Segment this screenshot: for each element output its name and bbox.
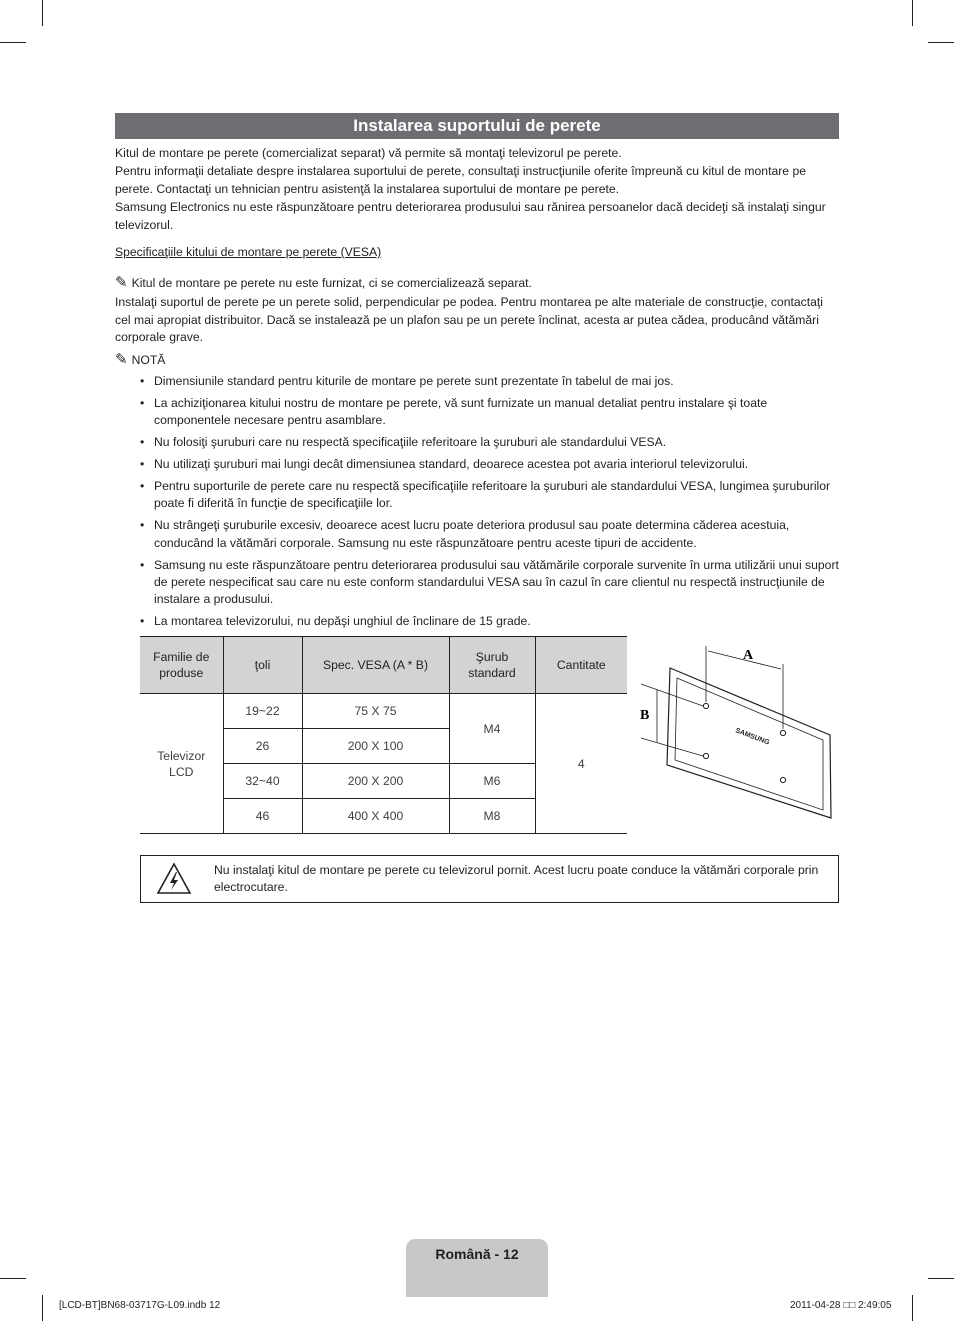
intro-paragraph-3: Samsung Electronics nu este răspunzătoare pentru deteriorarea produsului sau rănirea persoanelor dacă decideţi să instalaţi singur televizorul. <box>115 200 826 232</box>
intro-paragraph-1: Kitul de montare pe perete (comercializat separat) vă permite să montaţi televizorul pe perete. <box>115 146 622 160</box>
section-title: Instalarea suportului de perete <box>115 113 839 139</box>
warning-box <box>140 855 839 903</box>
list-item: • Nu utilizaţi şuruburi mai lungi decât dimensiunea standard, deoarece acestea pot avaria interiorul televizorului. <box>140 456 840 473</box>
list-item: • Samsung nu este răspunzătoare pentru deteriorarea produsului sau vătămările corporale survenite în urma utilizării unui suport de perete nespecificat sau care nu este conform standardului VESA sau în cazul în care clientul nu respectă instrucţiunile de instalare a produsului. <box>140 557 840 609</box>
vesa-spec-heading: Specificaţiile kitului de montare pe perete (VESA) <box>115 245 382 259</box>
crop-mark <box>928 1278 954 1279</box>
screw-hole <box>703 753 708 758</box>
crop-mark <box>42 1295 43 1321</box>
tv-panel-outline <box>667 668 831 818</box>
cell-size: 19~22 <box>223 694 302 729</box>
list-item: • Nu strângeţi şuruburile excesiv, deoarece acest lucru poate deteriora produsul sau poate determina căderea acestuia, conducând la vătămări corporale. Samsung nu este răspunzătoare pentru aceste tipuri de accidente. <box>140 517 840 551</box>
label-a: A <box>743 648 754 663</box>
label-b: B <box>640 708 650 723</box>
vesa-spec-table <box>140 636 627 834</box>
warning-text: Nu instalaţi kitul de montare pe perete cu televizorul pornit. Acest lucru poate conduce la vătămări corporale prin electrocutare. <box>214 863 819 894</box>
crop-mark <box>0 1278 26 1279</box>
cell-family: Televizor LCD <box>140 694 223 834</box>
cell-quantity: 4 <box>535 694 627 834</box>
cell-screw: M4 <box>449 694 535 764</box>
cell-vesa: 75 X 75 <box>302 694 449 729</box>
intro-paragraph-2: Pentru informaţii detaliate despre instalarea suportului de perete, consultaţi instrucţiunile oferite împreună cu kitul de montare pe perete. Contactaţi un tehnician pentru asistenţă la instalarea suportului de montare pe perete. <box>115 164 807 196</box>
header-standard-screw: Şurub standard <box>449 637 535 694</box>
install-paragraph: Instalaţi suportul de perete pe un perete solid, perpendicular pe podea. Pentru montarea pe alte materiale de construcţie, contactaţi cel mai apropiat distribuitor. Dacă se instalează pe un plafon sau pe un perete înclinat, acesta ar putea cădea, producând vătămări corporale grave. <box>115 295 823 344</box>
list-item: • La montarea televizorului, nu depăşi unghiul de înclinare de 15 grade. <box>140 613 840 630</box>
cell-screw: M6 <box>449 764 535 799</box>
list-item: • Nu folosiţi şuruburi care nu respectă specificaţiile referitoare la şuruburi ale standardului VESA. <box>140 434 840 451</box>
footer-file-name: [LCD-BT]BN68-03717G-L09.indb 12 <box>59 1300 221 1311</box>
screw-hole <box>780 730 785 735</box>
cell-size: 32~40 <box>223 764 302 799</box>
notes-list <box>140 373 840 635</box>
electric-shock-warning-icon <box>155 861 193 897</box>
note-label: NOTĂ <box>131 353 166 367</box>
cell-screw: M8 <box>449 799 535 834</box>
cell-size: 46 <box>223 799 302 834</box>
crop-mark <box>912 1295 913 1321</box>
crop-mark <box>928 42 954 43</box>
list-item: • La achiziţionarea kitului nostru de montare pe perete, vă sunt furnizate un manual detaliat pentru instalare şi toate componentele necesare pentru asamblare. <box>140 395 840 429</box>
note-pencil-icon: ✎ <box>115 351 128 368</box>
brand-logo: SAMSUNG <box>734 727 771 747</box>
header-vesa-spec: Spec. VESA (A * B) <box>302 637 449 694</box>
kit-note <box>115 274 532 292</box>
crop-mark <box>0 42 26 43</box>
screw-hole <box>703 703 708 708</box>
page-number-tab: Română - 12 <box>406 1239 548 1297</box>
table-header-row <box>140 637 627 694</box>
tv-back-diagram <box>635 640 835 820</box>
cell-vesa: 200 X 200 <box>302 764 449 799</box>
cell-size: 26 <box>223 729 302 764</box>
table-row <box>140 694 627 729</box>
cell-vesa: 400 X 400 <box>302 799 449 834</box>
kit-note-text: Kitul de montare pe perete nu este furnizat, ci se comercializează separat. <box>131 276 532 290</box>
list-item: • Dimensiunile standard pentru kiturile de montare pe perete sunt prezentate în tabelul de mai jos. <box>140 373 840 390</box>
note-heading <box>115 351 165 369</box>
list-item: • Pentru suporturile de perete care nu respectă specificaţiile referitoare la şuruburi ale standardului VESA, lungimea şuruburilor poate fi diferită în funcţie de specificaţiile lor. <box>140 478 840 512</box>
header-quantity: Cantitate <box>535 637 627 694</box>
cell-vesa: 200 X 100 <box>302 729 449 764</box>
crop-mark <box>42 0 43 26</box>
crop-mark <box>912 0 913 26</box>
screw-hole <box>780 777 785 782</box>
header-product-family: Familie de produse <box>140 637 223 694</box>
note-pencil-icon: ✎ <box>115 274 128 291</box>
header-inches: ţoli <box>223 637 302 694</box>
footer-timestamp: 2011-04-28 □□ 2:49:05 <box>790 1300 892 1311</box>
